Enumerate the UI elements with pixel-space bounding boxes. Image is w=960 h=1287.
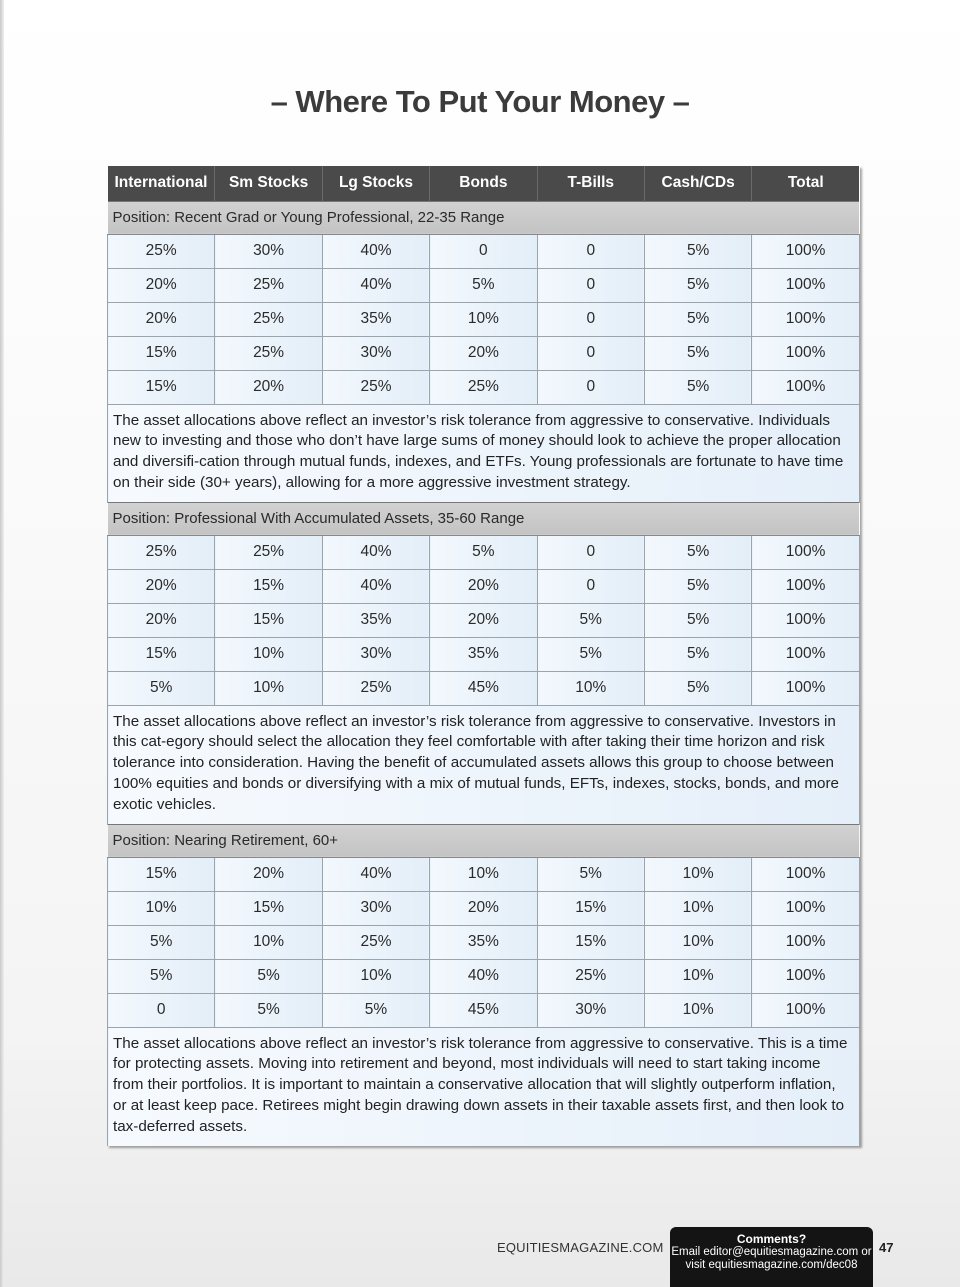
table-cell: 5% bbox=[644, 671, 751, 705]
table-cell: 10% bbox=[644, 891, 751, 925]
table-cell: 30% bbox=[322, 891, 429, 925]
table-cell: 5% bbox=[537, 603, 644, 637]
table-cell: 100% bbox=[752, 370, 859, 404]
column-header-total: Total bbox=[752, 166, 859, 201]
table-row bbox=[108, 268, 860, 302]
table-cell: 0 bbox=[537, 302, 644, 336]
table-cell: 5% bbox=[108, 925, 215, 959]
table-cell: 5% bbox=[537, 857, 644, 891]
table-cell: 5% bbox=[215, 959, 322, 993]
table-cell: 10% bbox=[644, 959, 751, 993]
allocation-table bbox=[107, 166, 860, 1146]
table-cell: 10% bbox=[108, 891, 215, 925]
table-cell: 25% bbox=[430, 370, 537, 404]
table-cell: 10% bbox=[644, 857, 751, 891]
table-cell: 100% bbox=[752, 925, 859, 959]
section-note-row bbox=[108, 404, 860, 502]
table-cell: 0 bbox=[108, 993, 215, 1027]
section-note-row bbox=[108, 1027, 860, 1145]
table-cell: 40% bbox=[322, 535, 429, 569]
section-note: The asset allocations above reflect an investor’s risk tolerance from aggressive to conservative. Investors in this cat-egory should select the allocation they feel comfortable with after taking their time horizon and risk tolerance into consideration. Having the benefit of accumulated assets allows this group to choose between 100% equities and bonds or diversifying with a mix of mutual funds, EFTs, indexes, stocks, bonds, and more exotic vehicles. bbox=[108, 705, 860, 824]
table-cell: 100% bbox=[752, 993, 859, 1027]
table-cell: 40% bbox=[322, 234, 429, 268]
section-heading-row bbox=[108, 201, 860, 234]
table-row bbox=[108, 671, 860, 705]
table-cell: 20% bbox=[108, 603, 215, 637]
table-cell: 5% bbox=[644, 569, 751, 603]
table-cell: 15% bbox=[537, 925, 644, 959]
table-row bbox=[108, 959, 860, 993]
table-cell: 20% bbox=[430, 603, 537, 637]
table-cell: 15% bbox=[537, 891, 644, 925]
table-cell: 5% bbox=[322, 993, 429, 1027]
table-cell: 100% bbox=[752, 603, 859, 637]
table-row bbox=[108, 993, 860, 1027]
comments-email-line: Email editor@equitiesmagazine.com or bbox=[671, 1246, 872, 1258]
column-header-lg-stocks: Lg Stocks bbox=[322, 166, 429, 201]
table-cell: 15% bbox=[108, 370, 215, 404]
table-cell: 100% bbox=[752, 891, 859, 925]
table-cell: 15% bbox=[108, 336, 215, 370]
table-cell: 20% bbox=[215, 370, 322, 404]
table-cell: 15% bbox=[215, 603, 322, 637]
table-cell: 30% bbox=[322, 637, 429, 671]
table-cell: 5% bbox=[537, 637, 644, 671]
table-row bbox=[108, 234, 860, 268]
table-cell: 45% bbox=[430, 993, 537, 1027]
table-cell: 45% bbox=[430, 671, 537, 705]
table-cell: 5% bbox=[644, 535, 751, 569]
table-cell: 100% bbox=[752, 857, 859, 891]
table-cell: 25% bbox=[215, 336, 322, 370]
page-number: 47 bbox=[879, 1240, 894, 1255]
table-cell: 10% bbox=[215, 925, 322, 959]
section-heading-row bbox=[108, 824, 860, 857]
table-cell: 5% bbox=[215, 993, 322, 1027]
table-cell: 25% bbox=[108, 535, 215, 569]
table-cell: 40% bbox=[322, 268, 429, 302]
table-cell: 0 bbox=[537, 336, 644, 370]
table-cell: 20% bbox=[108, 569, 215, 603]
section-note-row bbox=[108, 705, 860, 824]
table-cell: 5% bbox=[430, 535, 537, 569]
table-cell: 15% bbox=[215, 891, 322, 925]
table-row bbox=[108, 891, 860, 925]
table-row bbox=[108, 925, 860, 959]
table-row bbox=[108, 569, 860, 603]
table-cell: 100% bbox=[752, 268, 859, 302]
table-row bbox=[108, 370, 860, 404]
column-header-sm-stocks: Sm Stocks bbox=[215, 166, 322, 201]
table-cell: 35% bbox=[430, 925, 537, 959]
table-cell: 10% bbox=[215, 637, 322, 671]
table-cell: 100% bbox=[752, 959, 859, 993]
table-cell: 15% bbox=[215, 569, 322, 603]
table-cell: 100% bbox=[752, 637, 859, 671]
table-cell: 20% bbox=[430, 569, 537, 603]
table-cell: 10% bbox=[537, 671, 644, 705]
table-cell: 0 bbox=[537, 370, 644, 404]
table-cell: 30% bbox=[537, 993, 644, 1027]
table-cell: 5% bbox=[644, 302, 751, 336]
table-cell: 100% bbox=[752, 671, 859, 705]
table-cell: 10% bbox=[644, 993, 751, 1027]
table-cell: 5% bbox=[644, 268, 751, 302]
comments-title: Comments? bbox=[736, 1232, 807, 1246]
table-cell: 5% bbox=[644, 336, 751, 370]
table-cell: 25% bbox=[322, 370, 429, 404]
table-cell: 0 bbox=[537, 234, 644, 268]
section-heading: Position: Recent Grad or Young Professional, 22-35 Range bbox=[108, 201, 860, 234]
table-cell: 5% bbox=[644, 370, 751, 404]
section-heading: Position: Professional With Accumulated Assets, 35-60 Range bbox=[108, 502, 860, 535]
footer-site-name: EQUITIESMAGAZINE.COM bbox=[497, 1240, 664, 1255]
column-header-international: International bbox=[108, 166, 215, 201]
table-cell: 35% bbox=[430, 637, 537, 671]
table-cell: 100% bbox=[752, 234, 859, 268]
table-cell: 20% bbox=[108, 268, 215, 302]
table-cell: 5% bbox=[644, 603, 751, 637]
table-cell: 15% bbox=[108, 857, 215, 891]
table-cell: 20% bbox=[215, 857, 322, 891]
table-cell: 5% bbox=[644, 234, 751, 268]
comments-box bbox=[670, 1227, 873, 1287]
table-cell: 0 bbox=[537, 569, 644, 603]
column-header-t-bills: T-Bills bbox=[537, 166, 644, 201]
table-cell: 10% bbox=[322, 959, 429, 993]
table-cell: 25% bbox=[322, 671, 429, 705]
table-cell: 10% bbox=[430, 302, 537, 336]
table-cell: 100% bbox=[752, 302, 859, 336]
column-header-cash-cds: Cash/CDs bbox=[644, 166, 751, 201]
table-cell: 0 bbox=[537, 535, 644, 569]
table-cell: 5% bbox=[108, 671, 215, 705]
page-spine-edge bbox=[0, 0, 4, 1287]
table-row bbox=[108, 603, 860, 637]
table-cell: 25% bbox=[215, 268, 322, 302]
table-cell: 40% bbox=[430, 959, 537, 993]
table-cell: 20% bbox=[430, 336, 537, 370]
table-cell: 10% bbox=[215, 671, 322, 705]
page-title: – Where To Put Your Money – bbox=[270, 84, 690, 119]
table-cell: 15% bbox=[108, 637, 215, 671]
table-row bbox=[108, 302, 860, 336]
table-row bbox=[108, 535, 860, 569]
table-row bbox=[108, 857, 860, 891]
table-cell: 10% bbox=[644, 925, 751, 959]
table-cell: 5% bbox=[644, 637, 751, 671]
table-row bbox=[108, 336, 860, 370]
table-cell: 30% bbox=[322, 336, 429, 370]
table-cell: 25% bbox=[215, 302, 322, 336]
section-note: The asset allocations above reflect an investor’s risk tolerance from aggressive to conservative. This is a time for protecting assets. Moving into retirement and beyond, most individuals will need to start taking income from their portfolios. It is important to maintain a conservative allocation that will slightly outperform inflation, or at least keep pace. Retirees might begin drawing down assets in their taxable assets first, and then look to tax-deferred assets. bbox=[108, 1027, 860, 1145]
table-cell: 40% bbox=[322, 857, 429, 891]
table-cell: 20% bbox=[108, 302, 215, 336]
table-cell: 10% bbox=[430, 857, 537, 891]
table-header-row bbox=[108, 166, 860, 201]
column-header-bonds: Bonds bbox=[430, 166, 537, 201]
section-heading-row bbox=[108, 502, 860, 535]
table-cell: 25% bbox=[537, 959, 644, 993]
comments-visit-line: visit equitiesmagazine.com/dec08 bbox=[685, 1259, 858, 1271]
section-heading: Position: Nearing Retirement, 60+ bbox=[108, 824, 860, 857]
table-cell: 100% bbox=[752, 569, 859, 603]
table-cell: 35% bbox=[322, 302, 429, 336]
table-cell: 25% bbox=[322, 925, 429, 959]
table-cell: 30% bbox=[215, 234, 322, 268]
table-cell: 5% bbox=[108, 959, 215, 993]
table-cell: 5% bbox=[430, 268, 537, 302]
table-cell: 100% bbox=[752, 336, 859, 370]
table-cell: 35% bbox=[322, 603, 429, 637]
table-cell: 100% bbox=[752, 535, 859, 569]
table-row bbox=[108, 637, 860, 671]
section-note: The asset allocations above reflect an investor’s risk tolerance from aggressive to conservative. Individuals new to investing and those who don’t have large sums of money should look to achieve the proper allocation and diversifi-cation through mutual funds, indexes, and ETFs. Young professionals are fortunate to have time on their side (30+ years), allowing for a more aggressive investment strategy. bbox=[108, 404, 860, 502]
table-body bbox=[108, 201, 860, 1146]
table-cell: 25% bbox=[215, 535, 322, 569]
table-cell: 0 bbox=[537, 268, 644, 302]
table-cell: 20% bbox=[430, 891, 537, 925]
table-cell: 40% bbox=[322, 569, 429, 603]
table-cell: 0 bbox=[430, 234, 537, 268]
table-cell: 25% bbox=[108, 234, 215, 268]
